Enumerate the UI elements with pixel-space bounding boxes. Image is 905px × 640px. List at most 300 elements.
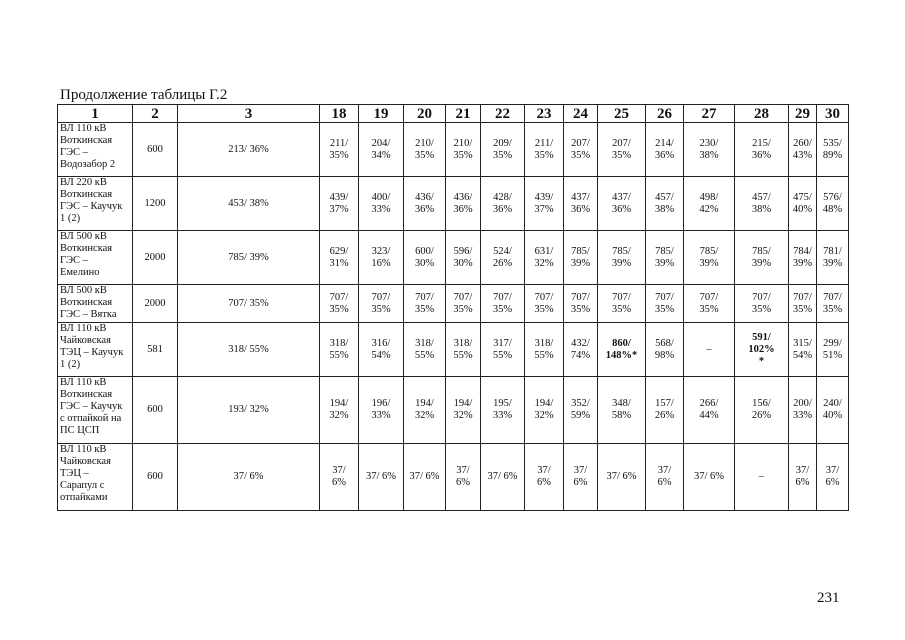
value-text: 436/ (415, 191, 434, 203)
value-text: 707/ (534, 291, 554, 303)
line-name-text: Емелино (60, 267, 100, 278)
value-text: 54% (371, 349, 391, 361)
value-text: 33% (371, 203, 391, 215)
value-cell (404, 231, 446, 285)
value-text: 207/ (571, 137, 590, 149)
capacity-cell: 600 (133, 444, 178, 511)
value-text: 37/ (795, 465, 810, 476)
value-cell (320, 444, 359, 511)
value-cell (446, 323, 481, 377)
value-text: 318/ (415, 337, 434, 349)
value-text: 439/ (329, 191, 349, 203)
value-text: 35% (570, 149, 591, 161)
value-cell (646, 231, 684, 285)
value-text: 318/ (453, 337, 473, 349)
value-text: 35% (792, 303, 813, 315)
value-text: 457/ (752, 191, 771, 203)
value-text: 6% (456, 477, 470, 488)
value-cell (598, 231, 646, 285)
value-cell (598, 377, 646, 444)
line-name-cell (58, 231, 133, 285)
value-cell (446, 231, 481, 285)
value-cell (359, 231, 404, 285)
value-text: 35% (570, 303, 591, 315)
value-text: 317/ (493, 337, 512, 349)
value-text: 6% (537, 477, 551, 488)
value-text: 299/ (823, 337, 842, 349)
value-cell (446, 285, 481, 323)
value-cell (598, 323, 646, 377)
value-cell (735, 285, 789, 323)
value-cell (789, 444, 817, 511)
line-name-text: ГЭС – (60, 147, 88, 158)
value-text: 39% (654, 257, 675, 269)
value-cell (525, 377, 564, 444)
value-cell (320, 285, 359, 323)
value-text: 55% (329, 349, 349, 361)
value-text: 352/ (571, 398, 590, 409)
value-text: 36% (453, 203, 473, 215)
value-text: 707/ (453, 291, 473, 303)
column-header: 21 (446, 105, 481, 123)
line-name-text: Сарапул с (60, 480, 105, 491)
value-text: 35% (822, 303, 843, 315)
column-header: 23 (525, 105, 564, 123)
value-text: 230/ (699, 137, 719, 149)
value-text: 436/ (453, 191, 473, 203)
value-cell (646, 377, 684, 444)
value-cell (817, 285, 849, 323)
column-header: 24 (564, 105, 598, 123)
value-cell (684, 323, 735, 377)
value-text: 6% (657, 477, 672, 488)
value-text: 707/ (655, 291, 674, 303)
value-text: 196/ (371, 398, 391, 409)
line-name-text: Воткинская (60, 189, 113, 200)
value-text: 6% (795, 477, 810, 488)
value-text: 524/ (493, 245, 512, 257)
value-text: 35% (453, 149, 473, 161)
value-cell (359, 323, 404, 377)
value-cell (817, 123, 849, 177)
table-row (58, 285, 849, 323)
value-cell (564, 285, 598, 323)
value-text: 39% (751, 257, 772, 269)
value-text: 707/ (612, 291, 631, 303)
value-text: 16% (371, 257, 391, 269)
capacity-cell: 600 (133, 123, 178, 177)
value-cell (735, 444, 789, 511)
value-text: 33% (492, 410, 513, 421)
value-cell (598, 123, 646, 177)
value-cell (564, 444, 598, 511)
column-header: 28 (735, 105, 789, 123)
value-text: 34% (371, 149, 391, 161)
value-cell (481, 177, 525, 231)
value-text: 32% (414, 410, 435, 421)
value-text: 210/ (453, 137, 473, 149)
table-row (58, 323, 849, 377)
value-cell (525, 444, 564, 511)
value-text: 437/ (571, 191, 590, 203)
value-text: 432/ (571, 337, 590, 349)
base-load-cell: 318/ 55% (178, 323, 320, 377)
column-header: 22 (481, 105, 525, 123)
value-cell (446, 123, 481, 177)
base-load-cell: 785/ 39% (178, 231, 320, 285)
value-cell (564, 177, 598, 231)
value-text: 37% (329, 203, 349, 215)
line-name-text: ТЭЦ – Каучук (60, 347, 124, 358)
value-text: 38% (699, 149, 719, 161)
value-cell (564, 377, 598, 444)
value-cell (481, 285, 525, 323)
capacity-cell: 2000 (133, 285, 178, 323)
capacity-cell: 2000 (133, 231, 178, 285)
value-text: 35% (453, 303, 473, 315)
value-text: 860/ (612, 337, 631, 349)
value-cell (817, 231, 849, 285)
value-cell (817, 444, 849, 511)
line-name-text: ВЛ 110 кВ (60, 444, 107, 455)
value-text: 707/ (571, 291, 590, 303)
value-text: 55% (534, 349, 554, 361)
value-cell (525, 123, 564, 177)
value-cell (525, 231, 564, 285)
value-text: 707/ (493, 291, 512, 303)
value-cell (735, 377, 789, 444)
value-cell (646, 123, 684, 177)
value-cell (817, 177, 849, 231)
value-text: 51% (822, 349, 843, 361)
value-cell (525, 177, 564, 231)
value-cell (359, 123, 404, 177)
value-text: 37/ 6% (693, 471, 725, 482)
value-text: 156/ (752, 398, 771, 409)
line-name-text: отпайками (60, 492, 108, 503)
base-load-cell: 193/ 32% (178, 377, 320, 444)
value-cell (446, 177, 481, 231)
value-text: 33% (792, 410, 813, 421)
value-text: 785/ (571, 245, 590, 257)
value-text: 707/ (415, 291, 434, 303)
column-header: 30 (817, 105, 849, 123)
value-text: 214/ (655, 137, 674, 149)
value-cell (817, 377, 849, 444)
value-text: 38% (751, 203, 772, 215)
value-text: 707/ (371, 291, 391, 303)
value-cell (359, 285, 404, 323)
value-text: 32% (329, 410, 349, 421)
value-cell (320, 377, 359, 444)
value-text: 348/ (612, 398, 631, 409)
value-cell (789, 377, 817, 444)
line-name-text: 1 (2) (60, 359, 81, 370)
value-cell (446, 377, 481, 444)
table-row (58, 377, 849, 444)
table-row (58, 123, 849, 177)
value-cell (789, 177, 817, 231)
value-text: 102% (748, 343, 775, 355)
value-text: 26% (751, 410, 772, 421)
value-text: 209/ (493, 137, 512, 149)
value-text: 37/ 6% (606, 471, 637, 482)
value-text: 498/ (699, 191, 719, 203)
value-text: 26% (654, 410, 675, 421)
value-cell (564, 123, 598, 177)
value-text: 157/ (655, 398, 674, 409)
column-header: 26 (646, 105, 684, 123)
value-text: 35% (492, 149, 513, 161)
value-text: – (758, 471, 765, 482)
value-text: 89% (822, 149, 843, 161)
value-text: 33% (371, 410, 391, 421)
value-text: 240/ (823, 398, 842, 409)
column-header: 29 (789, 105, 817, 123)
column-header: 18 (320, 105, 359, 123)
value-text: 457/ (655, 191, 674, 203)
value-cell (564, 323, 598, 377)
value-text: 785/ (612, 245, 631, 257)
value-text: 39% (792, 257, 813, 269)
value-text: 195/ (493, 398, 512, 409)
value-text: 785/ (655, 245, 674, 257)
line-name-text: ВЛ 110 кВ (60, 377, 107, 388)
value-cell (684, 231, 735, 285)
value-text: 707/ (699, 291, 719, 303)
value-cell (735, 323, 789, 377)
value-text: 39% (611, 257, 632, 269)
value-text: 32% (534, 257, 554, 269)
value-text: 211/ (329, 137, 349, 149)
value-cell (598, 444, 646, 511)
value-text: 32% (534, 410, 554, 421)
value-cell (320, 123, 359, 177)
value-cell (404, 377, 446, 444)
value-cell (684, 444, 735, 511)
value-cell (735, 123, 789, 177)
value-cell (789, 231, 817, 285)
value-cell (789, 323, 817, 377)
line-name-text: ГЭС – Каучук (60, 201, 123, 212)
value-cell (320, 231, 359, 285)
value-text: 32% (453, 410, 473, 421)
value-text: 194/ (415, 398, 434, 409)
value-cell (598, 285, 646, 323)
line-name-cell (58, 323, 133, 377)
value-text: 318/ (329, 337, 349, 349)
line-name-cell (58, 285, 133, 323)
value-cell (481, 123, 525, 177)
value-text: 54% (792, 349, 813, 361)
capacity-cell: 581 (133, 323, 178, 377)
value-text: 40% (792, 203, 813, 215)
value-text: 30% (453, 257, 473, 269)
line-name-text: ПС ЦСП (60, 425, 100, 436)
value-text: 37/ (657, 465, 672, 476)
value-text: 6% (332, 477, 346, 488)
table-body (58, 123, 849, 511)
value-text: 36% (751, 149, 772, 161)
value-text: 437/ (612, 191, 631, 203)
value-text: 31% (329, 257, 349, 269)
value-text: 6% (825, 477, 840, 488)
value-cell (320, 323, 359, 377)
value-text: 211/ (534, 137, 554, 149)
value-text: 55% (492, 349, 513, 361)
value-cell (404, 177, 446, 231)
value-text: 260/ (793, 137, 812, 149)
value-cell (646, 177, 684, 231)
line-name-text: ВЛ 220 кВ (60, 177, 107, 188)
line-name-cell (58, 177, 133, 231)
value-cell (404, 123, 446, 177)
value-text: 37/ (825, 465, 840, 476)
value-text: 35% (534, 303, 554, 315)
value-text: 39% (822, 257, 843, 269)
value-text: 6% (573, 477, 588, 488)
value-cell (789, 285, 817, 323)
value-text: 785/ (699, 245, 719, 257)
value-text: 591/ (752, 331, 771, 343)
value-cell (525, 323, 564, 377)
line-name-cell (58, 123, 133, 177)
value-text: 37/ (332, 465, 346, 476)
value-text: 35% (611, 303, 632, 315)
value-text: 629/ (329, 245, 349, 257)
value-text: 576/ (823, 191, 842, 203)
value-text: 266/ (699, 398, 719, 409)
line-name-text: ВЛ 500 кВ (60, 231, 107, 242)
value-text: 36% (570, 203, 591, 215)
value-text: 55% (414, 349, 435, 361)
value-text: 98% (654, 349, 675, 361)
value-text: 707/ (793, 291, 812, 303)
line-name-cell (58, 377, 133, 444)
column-header: 2 (133, 105, 178, 123)
value-text: 148%* (605, 349, 638, 361)
line-name-text: с отпайкой на (60, 413, 122, 424)
value-cell (525, 285, 564, 323)
value-text: 37/ (456, 465, 470, 476)
line-name-text: ГЭС – Каучук (60, 401, 123, 412)
value-text: 210/ (415, 137, 434, 149)
value-cell (404, 285, 446, 323)
value-cell (404, 444, 446, 511)
value-cell (684, 377, 735, 444)
line-name-cell (58, 444, 133, 511)
value-cell (684, 177, 735, 231)
line-name-text: Чайковская (60, 335, 111, 346)
table-row (58, 177, 849, 231)
value-text: 55% (453, 349, 473, 361)
value-text: 315/ (793, 337, 812, 349)
value-text: 439/ (534, 191, 554, 203)
value-text: 35% (329, 303, 349, 315)
value-text: 37/ 6% (409, 471, 440, 482)
value-cell (481, 377, 525, 444)
value-text: 781/ (823, 245, 842, 257)
line-name-text: ВЛ 110 кВ (60, 323, 107, 334)
line-name-text: Чайковская (60, 456, 111, 467)
value-cell (359, 444, 404, 511)
value-text: 48% (822, 203, 843, 215)
value-text: 194/ (453, 398, 473, 409)
line-name-text: Водозабор 2 (60, 159, 116, 170)
value-text: 194/ (534, 398, 554, 409)
value-text: 200/ (793, 398, 812, 409)
line-name-text: Воткинская (60, 135, 113, 146)
value-cell (446, 444, 481, 511)
value-text: 631/ (534, 245, 554, 257)
column-header: 25 (598, 105, 646, 123)
value-text: 323/ (371, 245, 391, 257)
line-name-text: Воткинская (60, 243, 113, 254)
line-name-text: ВЛ 500 кВ (60, 285, 107, 296)
value-cell (404, 323, 446, 377)
value-text: 428/ (493, 191, 512, 203)
value-text: 59% (570, 410, 591, 421)
value-text: 30% (414, 257, 435, 269)
value-text: * (758, 355, 765, 367)
value-cell (646, 323, 684, 377)
table-caption: Продолжение таблицы Г.2 (60, 87, 228, 103)
column-header: 3 (178, 105, 320, 123)
value-text: 707/ (752, 291, 771, 303)
value-text: – (706, 343, 712, 355)
page-number: 231 (817, 590, 840, 606)
value-text: 204/ (371, 137, 391, 149)
value-text: 43% (792, 149, 813, 161)
value-cell (684, 285, 735, 323)
value-cell (481, 231, 525, 285)
value-text: 58% (611, 410, 632, 421)
value-text: 36% (654, 149, 675, 161)
value-text: 535/ (823, 137, 842, 149)
value-text: 37/ (573, 465, 588, 476)
value-text: 35% (751, 303, 772, 315)
line-name-text: ГЭС – (60, 255, 88, 266)
value-text: 37% (534, 203, 554, 215)
value-text: 785/ (752, 245, 771, 257)
value-text: 35% (414, 149, 435, 161)
base-load-cell: 37/ 6% (178, 444, 320, 511)
line-name-text: 1 (2) (60, 213, 81, 224)
column-header: 19 (359, 105, 404, 123)
value-cell (817, 323, 849, 377)
value-text: 568/ (655, 337, 674, 349)
value-text: 35% (492, 303, 513, 315)
value-text: 35% (371, 303, 391, 315)
value-text: 35% (611, 149, 632, 161)
value-text: 74% (570, 349, 591, 361)
value-cell (735, 231, 789, 285)
value-text: 400/ (371, 191, 391, 203)
value-text: 475/ (793, 191, 812, 203)
value-text: 39% (570, 257, 591, 269)
value-cell (359, 177, 404, 231)
value-cell (646, 285, 684, 323)
value-text: 37/ 6% (487, 471, 518, 482)
value-text: 194/ (329, 398, 349, 409)
base-load-cell: 453/ 38% (178, 177, 320, 231)
table-header-row (58, 105, 849, 123)
value-text: 596/ (453, 245, 473, 257)
value-cell (320, 177, 359, 231)
data-table (57, 104, 849, 511)
column-header: 1 (58, 105, 133, 123)
base-load-cell: 707/ 35% (178, 285, 320, 323)
